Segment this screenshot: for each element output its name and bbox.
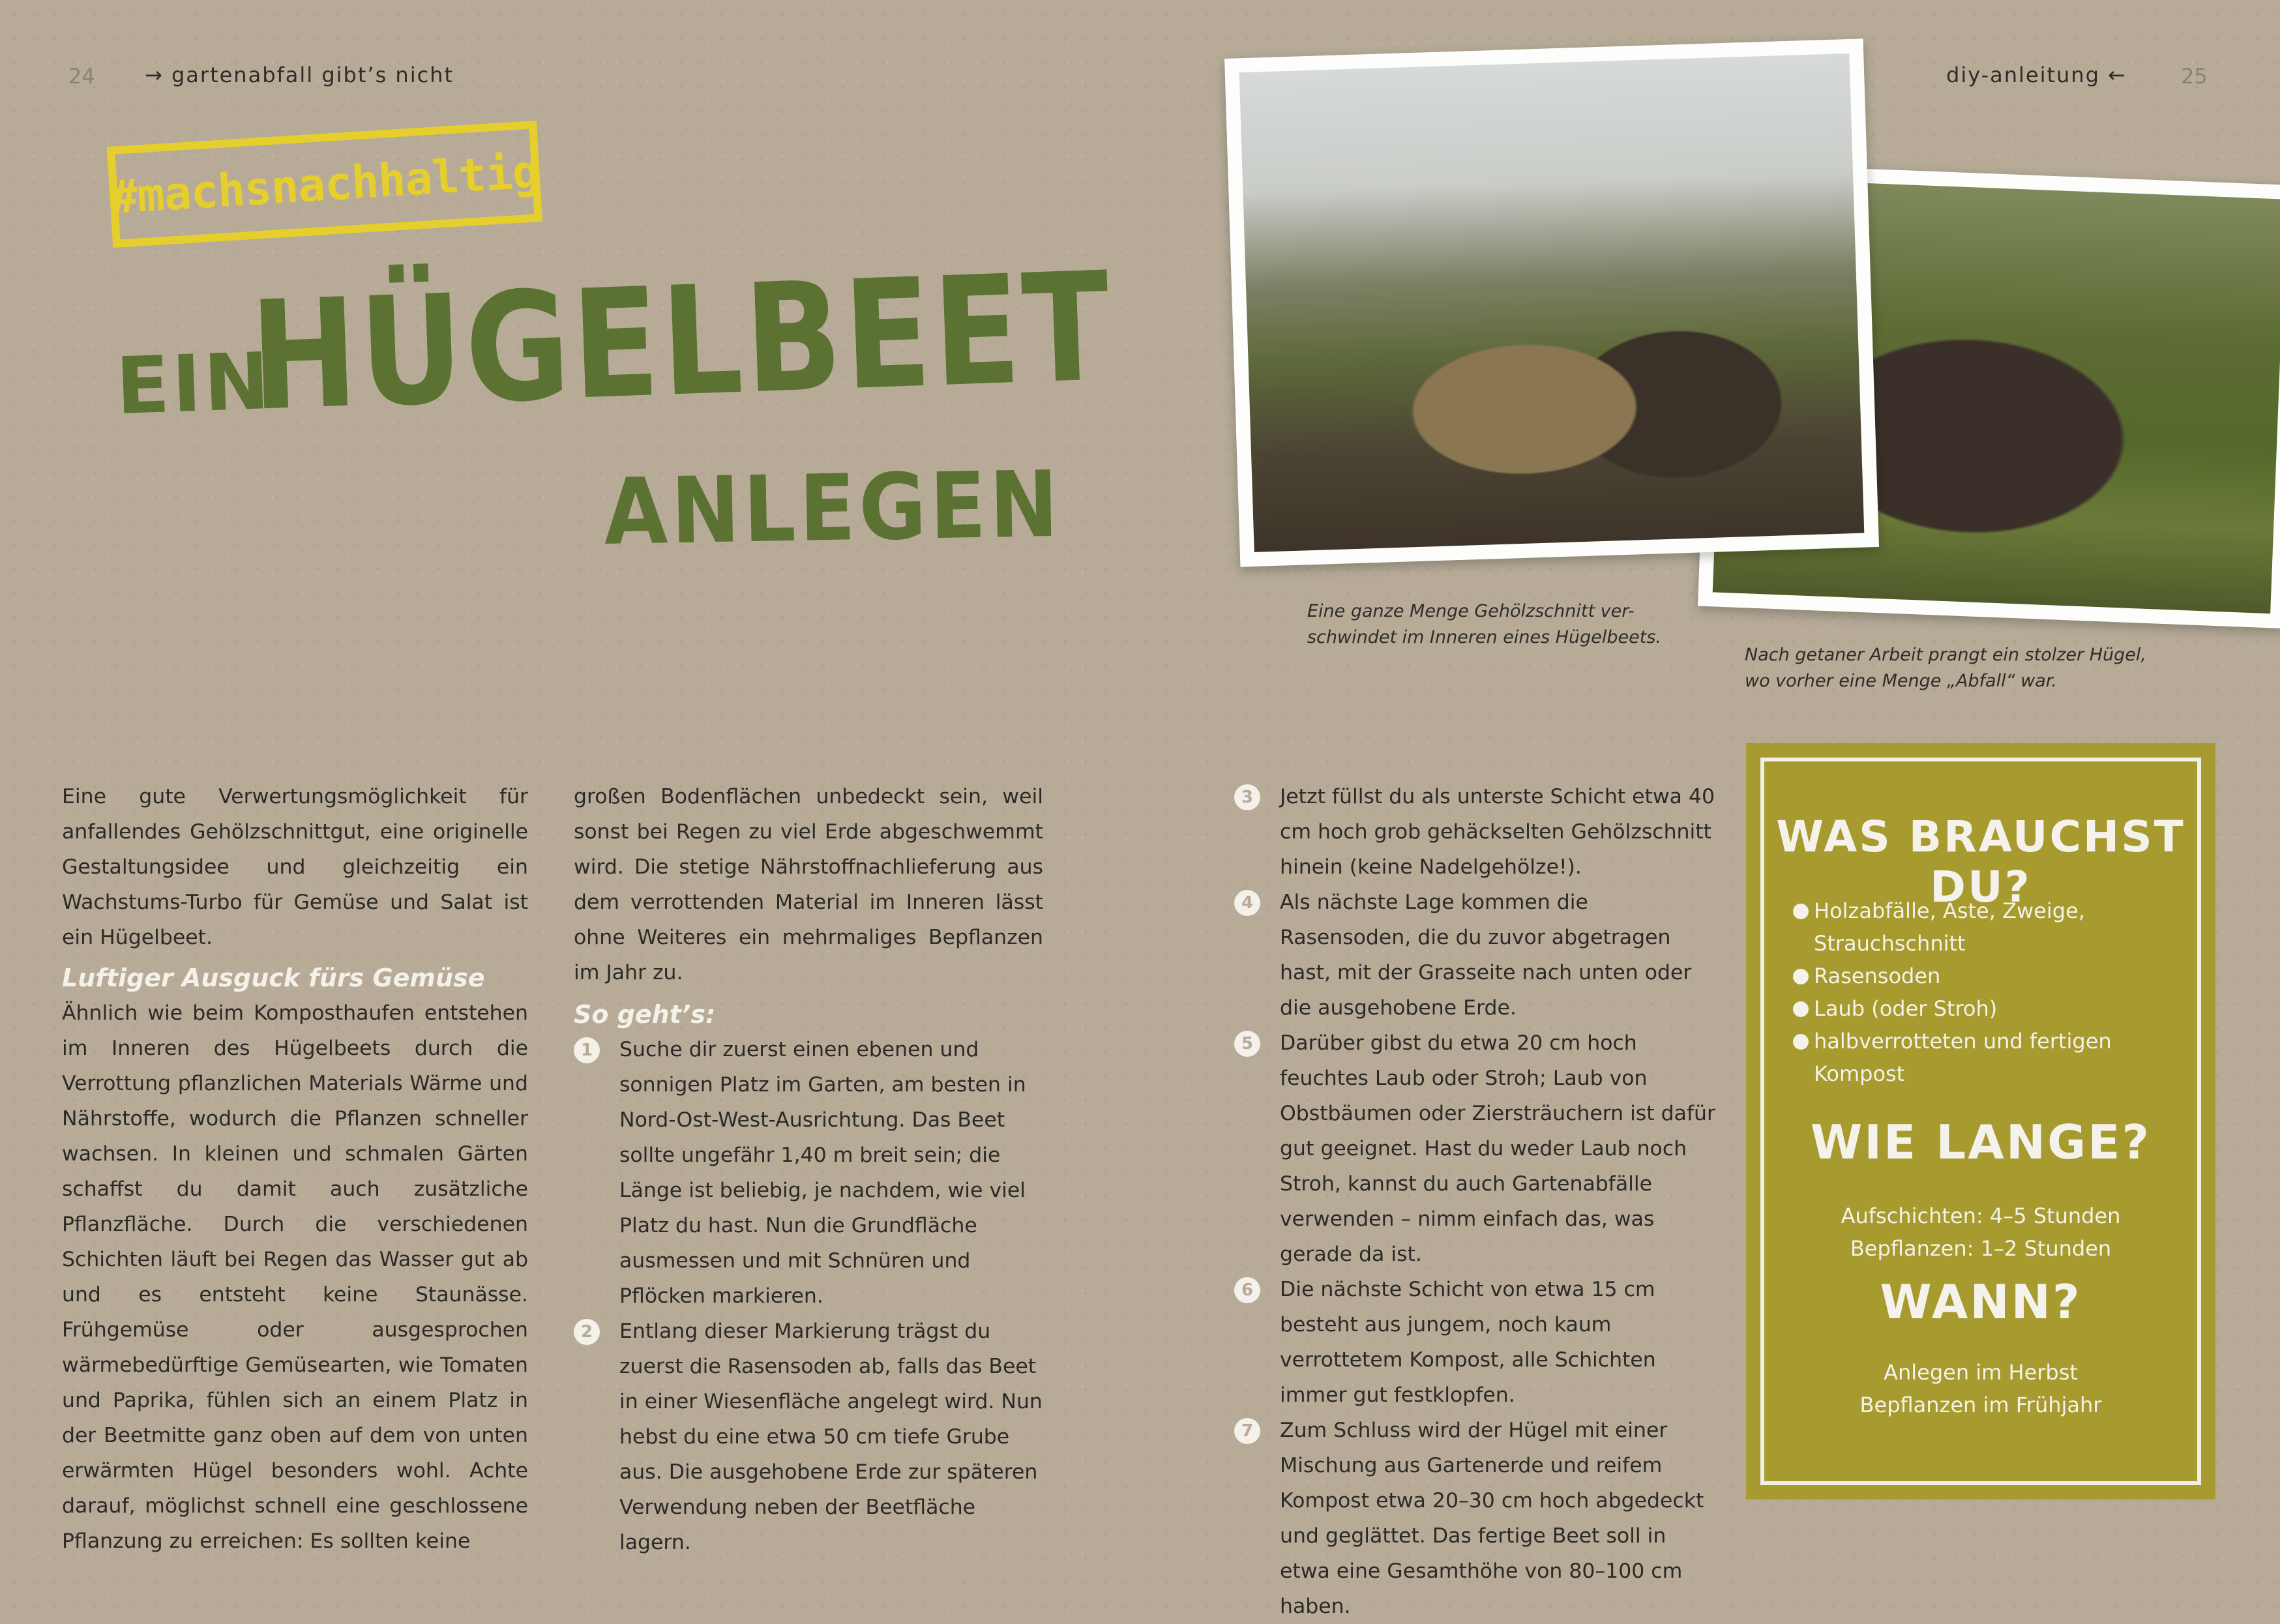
list-item: halbverrotteten und fertigen Kompost	[1793, 1025, 2183, 1090]
photo1-caption-line1: Eine ganze Menge Gehölzschnitt ver-	[1307, 601, 1635, 621]
photo1-caption	[1307, 598, 1711, 651]
list-item: Holzabfälle, Äste, Zweige, Strauchschnitt	[1793, 894, 2183, 960]
intro-paragraph: Eine gute Verwertungsmöglichkeit für anfallendes Gehölzschnittgut, eine originelle Gestaltungsidee und gleichzeitig ein Wachstums-Turbo für Gemüse und Salat ist ein Hügelbeet.	[62, 785, 528, 949]
column-2	[574, 779, 1043, 1560]
column-3	[1234, 779, 1717, 1624]
step-6	[1234, 1272, 1717, 1413]
duration-line2: Bepflanzen: 1–2 Stunden	[1850, 1236, 2112, 1261]
heading-was-brauchst-du: WAS BRAUCHST DU?	[1776, 812, 2185, 912]
photo2-caption-line1: Nach getaner Arbeit prangt ein stolzer Hügel,	[1745, 645, 2146, 665]
when-info	[1772, 1356, 2189, 1421]
hashtag-stamp	[107, 121, 542, 248]
left-page-number: 24	[68, 64, 95, 89]
right-running-head: diy-anleitung ←	[1946, 63, 2127, 87]
step-2	[574, 1314, 1043, 1560]
title-huegelbeet: HÜGELBEET	[248, 240, 1115, 445]
step-text: Suche dir zuerst einen ebenen und sonnigen Platz im Garten, am besten in Nord-Ost-West-Ausrichtung. Das Beet sollte ungefähr 1,40 m breit sein; die Länge ist beliebig, je nachdem, wie viel Platz du hast. Nun die Grundfläche ausmessen und mit Schnüren und Pflöcken markieren.	[619, 1038, 1026, 1308]
materials-box	[1746, 743, 2215, 1499]
step-text: Darüber gibst du etwa 20 cm hoch feuchtes Laub oder Stroh; Laub von Obstbäumen oder Ziersträuchern ist dafür gut geeignet. Hast du weder Laub noch Stroh, kannst du auch Gartenabfälle verwenden – nimm einfach das, was gerade da ist.	[1280, 1031, 1715, 1266]
step-text: Als nächste Lage kommen die Rasensoden, die du zuvor abgetragen hast, mit der Grasseite nach unten oder die ausgehobene Erde.	[1280, 891, 1692, 1020]
column-1	[62, 779, 528, 1559]
step-text: Jetzt füllst du als unterste Schicht etwa 40 cm hoch grob gehäckselten Gehölzschnitt hinein (keine Nadelgehölze!).	[1280, 785, 1715, 879]
step-7	[1234, 1413, 1717, 1624]
stamp-text: #machsnachhaltig	[108, 144, 541, 224]
list-item: Laub (oder Stroh)	[1793, 992, 2183, 1025]
photo-gardener-mound	[1224, 38, 1879, 567]
duration-line1: Aufschichten: 4–5 Stunden	[1841, 1203, 2121, 1228]
when-line2: Bepflanzen im Frühjahr	[1859, 1393, 2102, 1417]
subhead-so-gehts: So geht’s:	[574, 1000, 716, 1029]
title-anlegen: ANLEGEN	[603, 451, 1063, 566]
left-running-head: → gartenabfall gibt’s nicht	[145, 63, 454, 87]
when-line1: Anlegen im Herbst	[1884, 1360, 2078, 1385]
photo1-caption-line2: schwindet im Inneren eines Hügelbeets.	[1307, 627, 1661, 647]
heading-wie-lange: WIE LANGE?	[1810, 1115, 2152, 1170]
photo-gardener-mound-image	[1239, 53, 1865, 552]
body-paragraph: Ähnlich wie beim Komposthaufen entstehen im Inneren des Hügelbeets durch die Verrottung pflanzlichen Materials Wärme und Nährstoffe, wodurch die Pflanzen schneller wachsen. In kleinen und schmalen Gärten schaffst du damit auch zusätzliche Pflanzfläche. Durch die verschiedenen Schichten läuft bei Regen das Wasser gut ab und es entsteht keine Staunässe. Frühgemüse oder ausgesprochen wärmebedürftige Gemüsearten, wie Tomaten und Paprika, fühlen sich an einem Platz in der Beetmitte ganz oben auf dem von unten erwärmten Hügel besonders wohl. Achte darauf, möglichst schnell eine geschlossene Pflanzung zu erreichen: Es sollten keine	[62, 1001, 528, 1553]
right-page-number: 25	[2181, 64, 2208, 89]
step-number-icon: 1	[574, 1037, 600, 1063]
step-text: Zum Schluss wird der Hügel mit einer Mischung aus Gartenerde und reifem Kompost etwa 20–30 cm hoch abgedeckt und geglättet. Das fertige Beet soll in etwa eine Gesamthöhe von 80–100 cm haben.	[1280, 1419, 1704, 1618]
step-text: Entlang dieser Markierung trägst du zuerst die Rasensoden ab, falls das Beet in einer Wiesenfläche angelegt wird. Nun hebst du eine etwa 50 cm tiefe Grube aus. Die ausgehobene Erde zur späteren Verwendung neben der Beetfläche lagern.	[619, 1320, 1043, 1554]
heading-wann: WANN?	[1880, 1275, 2082, 1329]
step-number-icon: 4	[1234, 890, 1260, 916]
step-number-icon: 7	[1234, 1418, 1260, 1444]
duration-info	[1772, 1200, 2189, 1265]
materials-list	[1793, 894, 2183, 1090]
photo2-caption	[1745, 642, 2214, 694]
step-number-icon: 5	[1234, 1031, 1260, 1057]
title-ein: EIN	[114, 336, 274, 433]
step-text: Die nächste Schicht von etwa 15 cm besteht aus jungem, noch kaum verrottetem Kompost, alle Schichten immer gut festklopfen.	[1280, 1278, 1656, 1407]
step-number-icon: 6	[1234, 1277, 1260, 1303]
step-number-icon: 2	[574, 1319, 600, 1345]
step-4	[1234, 885, 1717, 1026]
continuation-paragraph: großen Bodenflächen unbedeckt sein, weil sonst bei Regen zu viel Erde abgeschwemmt wird. Die stetige Nährstoffnachlieferung aus dem verrottenden Material im Inneren lässt ohne Weiteres ein mehrmaliges Bepflanzen im Jahr zu.	[574, 785, 1043, 984]
list-item: Rasensoden	[1793, 960, 2183, 992]
step-3	[1234, 779, 1717, 885]
step-number-icon: 3	[1234, 784, 1260, 810]
subhead-ausguck: Luftiger Ausguck fürs Gemüse	[62, 964, 485, 992]
step-1	[574, 1032, 1043, 1314]
step-5	[1234, 1026, 1717, 1272]
photo2-caption-line2: wo vorher eine Menge „Abfall“ war.	[1745, 671, 2058, 691]
